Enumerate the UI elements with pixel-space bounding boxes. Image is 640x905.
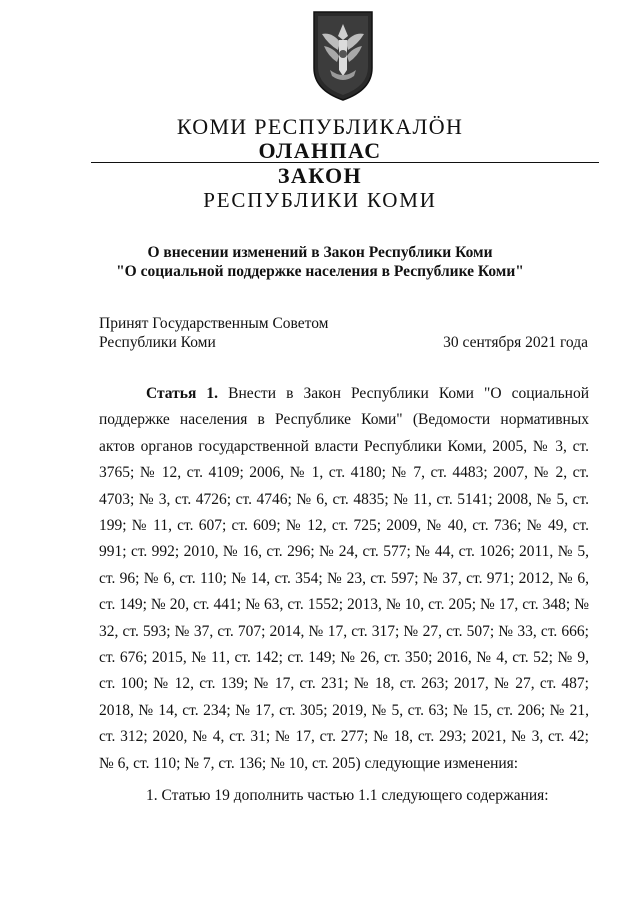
header-law: ЗАКОН — [277, 163, 363, 188]
article-1-item-1: 1. Статью 19 дополнить частью 1.1 следующего содержания: — [146, 787, 549, 804]
article-1-paragraph — [99, 381, 589, 751]
header-komi-title: КОМИ РЕСПУБЛИКАЛÖН — [176, 114, 464, 139]
header-olanpas: ОЛАНПАС — [258, 138, 382, 163]
article-1-last-line: № 6, ст. 110; № 7, ст. 136; № 10, ст. 205) следующие изменения: — [99, 754, 519, 772]
adopted-by-line-2: Республики Коми — [99, 334, 216, 351]
adoption-date: 30 сентября 2021 года — [443, 334, 588, 351]
coat-of-arms-emblem-icon — [312, 10, 374, 102]
article-1-body — [99, 381, 589, 777]
article-1-text: Внести в Закон Республики Коми "О социальной поддержке населения в Республике Коми" (Ведомости нормативных актов органов государственной власти Республики Коми, 2005, № 3, ст. 3765; № 12, ст. 4109; 2006, № 1, ст. 4180; № 7, ст. 4483; 2007, № 2, ст. 4703; № 3, ст. 4726; ст. 4746; № 6, ст. 4835; № 11, ст. 5141; 2008, № 5, ст. 199; № 11, ст. 607; ст. 609; № 12, ст. 725; 2009, № 40, ст. 736; № 49, ст. 991; ст. 992; 2010, № 16, ст. 296; № 24, ст. 577; № 44, ст. 1026; 2011, № 5, ст. 96; № 6, ст. 110; № 14, ст. 354; № 23, ст. 597; № 37, ст. 971; 2012, № 6, ст. 149; № 20, ст. 441; № 63, ст. 1552; 2013, № 10, ст. 205; № 17, ст. 348; № 32, ст. 593; № 37, ст. 707; 2014, № 17, ст. 317; № 27, ст. 507; № 33, ст. 666; ст. 676; 2015, № 11, ст. 142; ст. 149; № 26, ст. 350; 2016, № 4, ст. 52; № 9, ст. 100; № 12, ст. 139; № 17, ст. 231; № 18, ст. 263; 2017, № 27, ст. 487; 2018, № 14, ст. 234; № 17, ст. 305; 2019, № 5, ст. 63; № 15, ст. 206; № 21, ст. 312; 2020, № 4, ст. 31; № 17, ст. 277; № 18, ст. 293; 2021, № 3, ст. 42; — [99, 385, 590, 746]
header-republic: РЕСПУБЛИКИ КОМИ — [203, 188, 437, 212]
adopted-by-line-1: Принят Государственным Советом — [99, 315, 329, 332]
article-1-heading: Статья 1. — [146, 385, 219, 402]
law-subject-line-2: "О социальной поддержке населения в Республике Коми" — [116, 263, 524, 280]
law-subject-line-1: О внесении изменений в Закон Республики Коми — [147, 244, 493, 261]
